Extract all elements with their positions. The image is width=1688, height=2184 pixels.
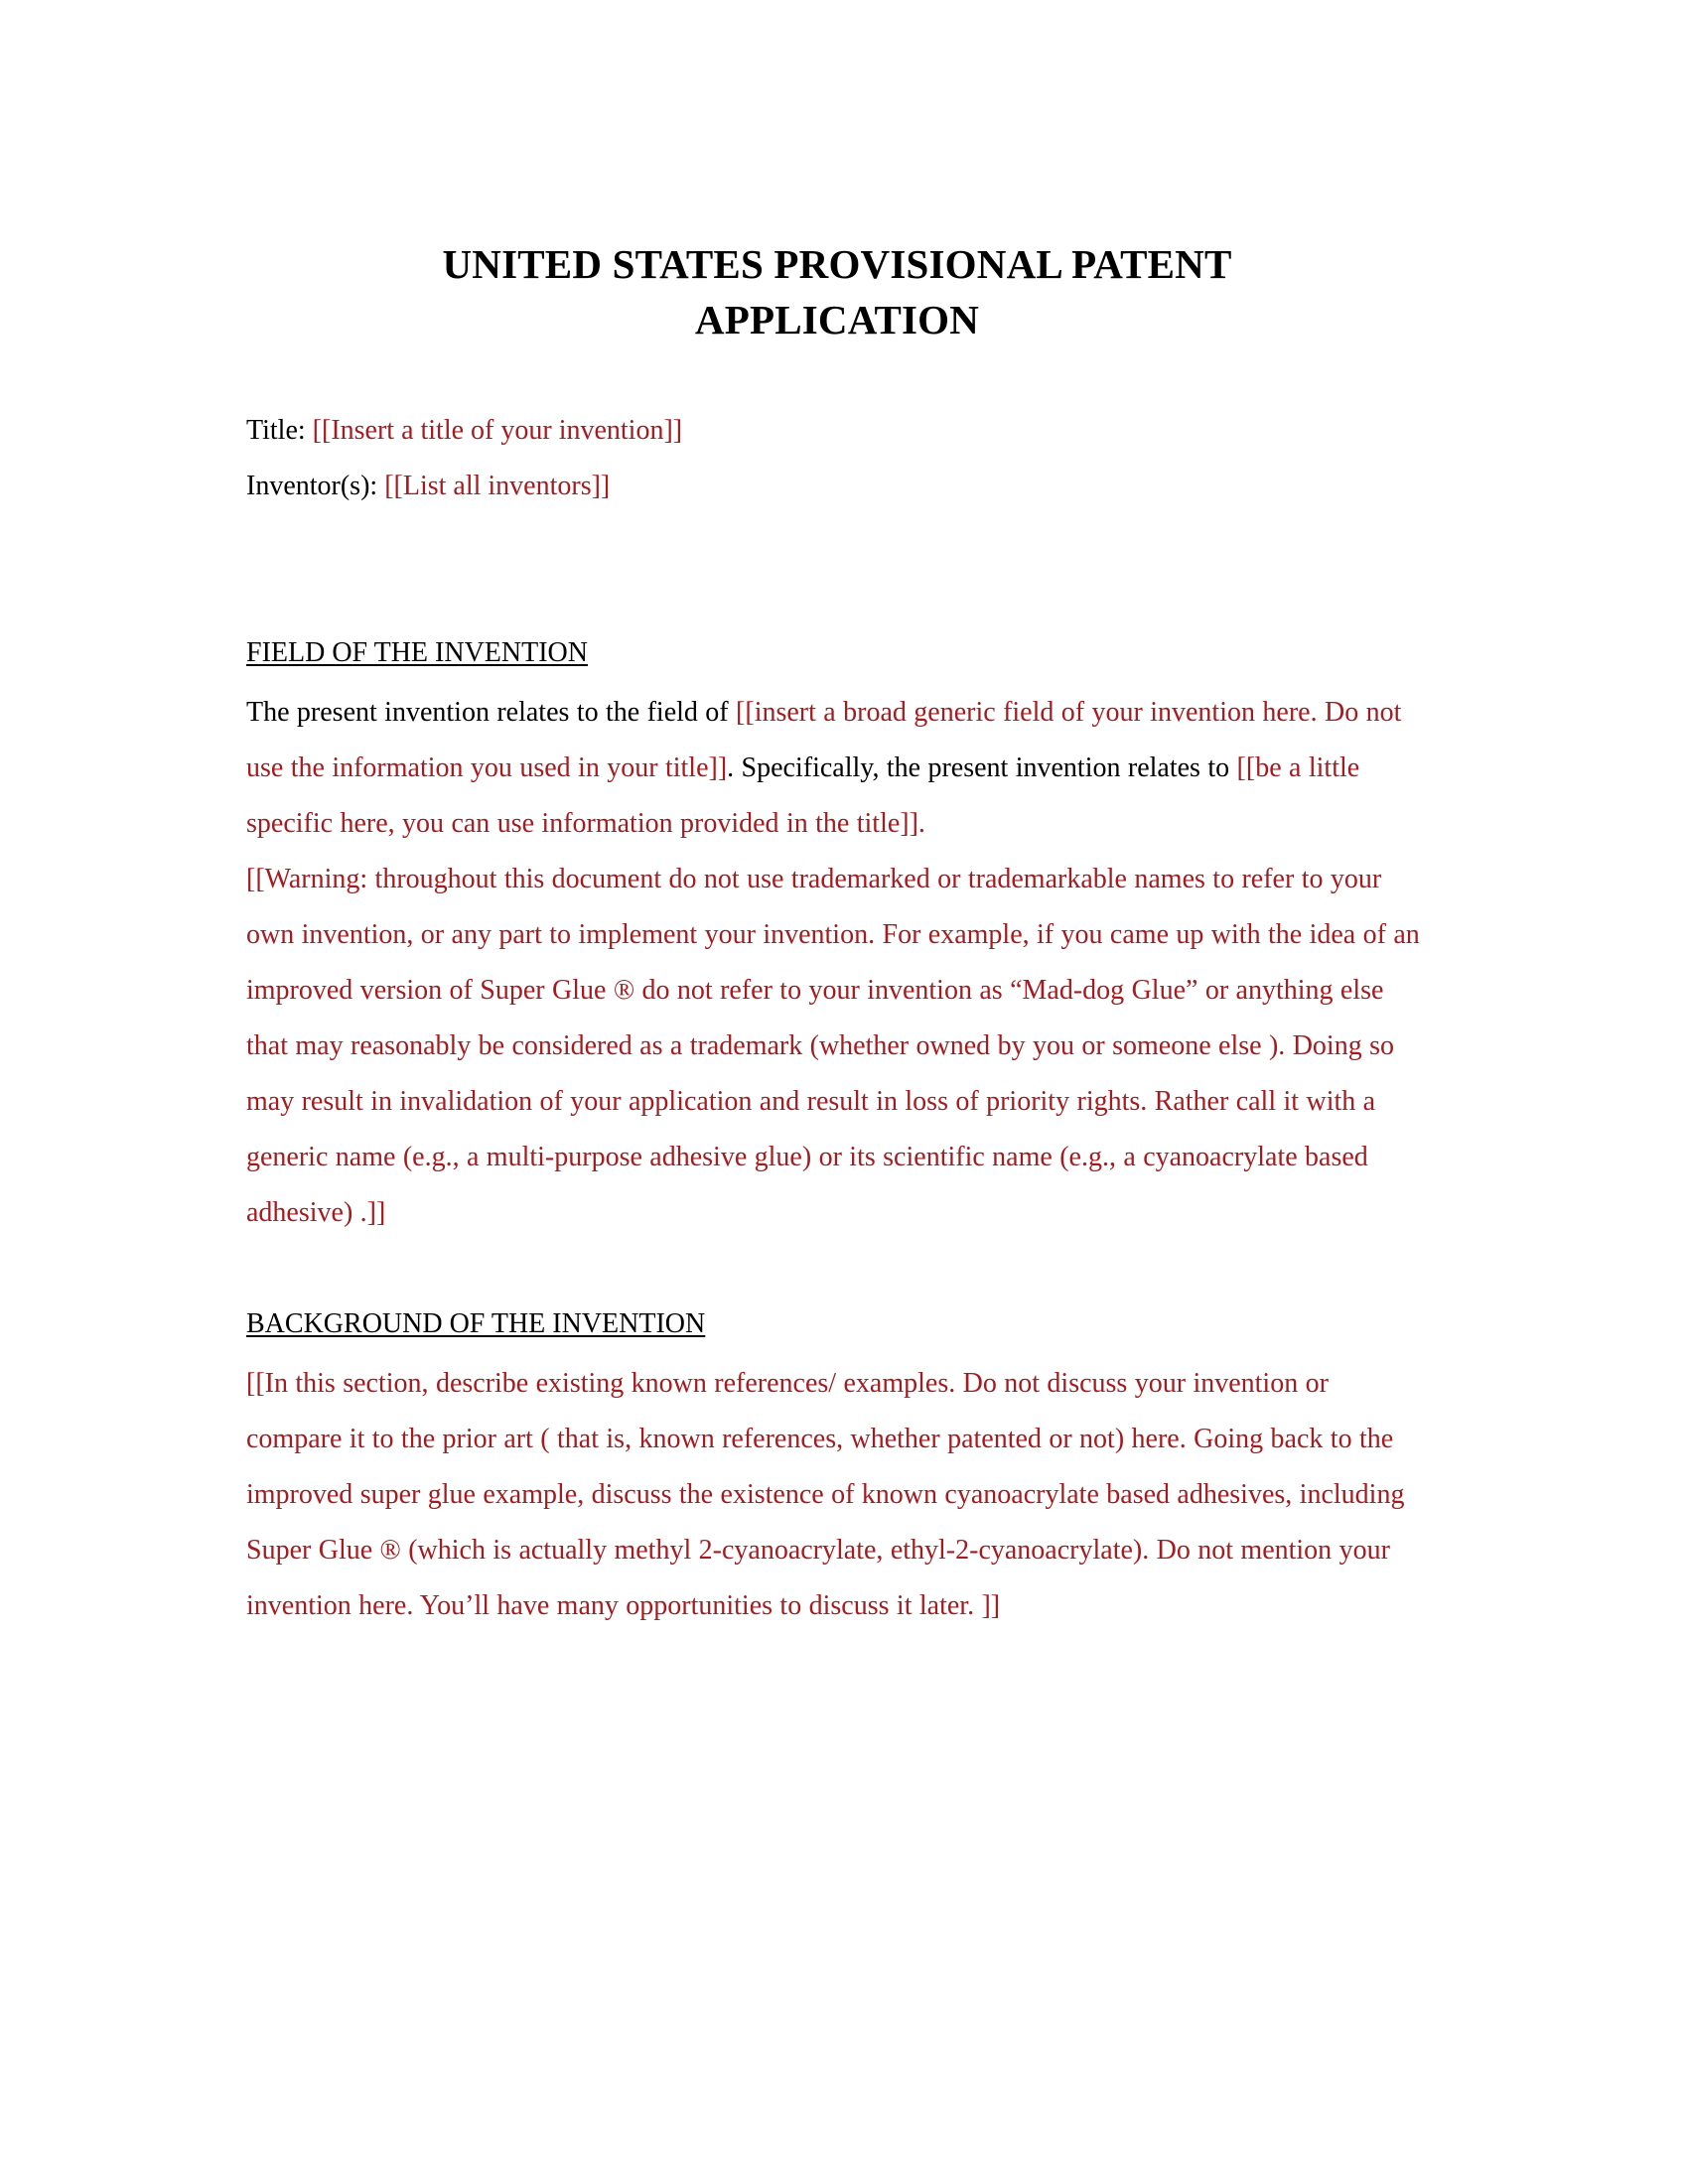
inventors-field-row [246,459,1428,514]
inventors-field-value[interactable]: [[List all inventors]] [384,471,611,501]
field-paragraph-2-warning [246,852,1428,1241]
title-field-row [246,403,1428,459]
section-heading-field-of-the-invention: FIELD OF THE INVENTION [246,637,588,668]
field-heading-row [246,625,1428,685]
section-heading-background-of-the-invention: BACKGROUND OF THE INVENTION [246,1308,706,1339]
field-p1-run-3: . Specifically, the present invention relates to [727,752,1237,783]
document-title-line-2: APPLICATION [694,297,980,342]
document-body [246,236,1428,1634]
background-p1-text[interactable]: [[In this section, describe existing known references/ examples. Do not discuss your invention or compare it to the prior art ( that is, known references, whether patented or not) here. Going back to the improved super glue example, discuss the existence of known cyanoacrylate based adhesives, including Super Glue ® (which is actually methyl 2-cyanoacrylate, ethyl-2-cyanoacrylate). Do not mention your invention here. You’ll have many opportunities to discuss it later. ]] [246,1368,1405,1621]
field-p1-run-1: The present invention relates to the field of [246,697,737,728]
title-field-label: Title: [246,415,306,446]
background-paragraph-1 [246,1356,1428,1634]
pre-background-section-spacer [246,1241,1428,1297]
field-p1-run-2[interactable]: [[insert a broad generic field of your invention here. Do not use the information you used in your title]] [246,697,1402,783]
field-p1-run-4[interactable]: [[be a little specific here, you can use information provided in the title]]. [246,752,1360,839]
title-spacer [246,347,1428,403]
document-title-line-1: UNITED STATES PROVISIONAL PATENT [442,241,1232,287]
inventors-field-label: Inventor(s): [246,471,378,501]
document-title [246,236,1428,347]
field-p2-warning-text[interactable]: [[Warning: throughout this document do not use trademarked or trademarkable names to refer to your own invention, or any part to implement your invention. For example, if you came up with the idea of an improved version of Super Glue ® do not refer to your invention as “Mad-dog Glue” or anything else that may reasonably be considered as a trademark (whether owned by you or someone else ). Doing so may result in invalidation of your application and result in loss of priority rights. Rather call it with a generic name (e.g., a multi-purpose adhesive glue) or its scientific name (e.g., a cyanoacrylate based adhesive) .]] [246,864,1420,1228]
pre-field-section-spacer [246,514,1428,625]
field-paragraph-1 [246,685,1428,852]
background-heading-row [246,1297,1428,1356]
title-field-value[interactable]: [[Insert a title of your invention]] [312,415,683,446]
